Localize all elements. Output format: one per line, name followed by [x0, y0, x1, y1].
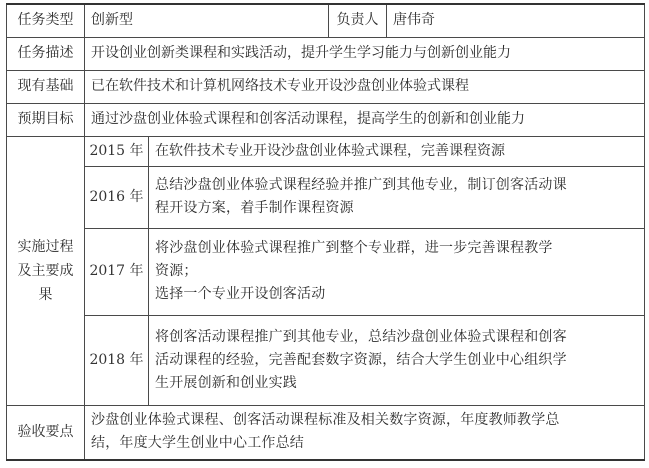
year-2016-line-1: 总结沙盘创业体验式课程经验并推广到其他专业，制订创客活动课: [155, 177, 567, 193]
year-2017-line-3: 选择一个专业开设创客活动: [155, 286, 326, 302]
row-year-2016: [7, 166, 645, 228]
owner-value: 唐伟奇: [387, 4, 645, 37]
year-2016: 2016 年: [85, 166, 149, 228]
row-task-type: [7, 4, 645, 37]
owner-label: 负责人: [329, 4, 387, 37]
row-year-2018: [7, 315, 645, 405]
description-value: 开设创业创新类课程和实践活动，提升学生学习能力与创新创业能力: [85, 37, 645, 70]
task-type-label: 任务类型: [7, 4, 85, 37]
task-type-value: 创新型: [85, 4, 329, 37]
acceptance-line-2: 结，年度大学生创业中心工作总结: [91, 435, 304, 452]
year-2017-content: [149, 228, 645, 315]
year-2018-line-2: 活动课程的经验，完善配套数字资源，结合大学生创业中心组织学: [155, 351, 567, 368]
year-2018-line-1: 将创客活动课程推广到其他专业，总结沙盘创业体验式课程和创客: [155, 328, 567, 345]
acceptance-label: 验收要点: [7, 405, 85, 460]
row-existing-basis: [7, 70, 645, 103]
task-document: [6, 3, 644, 463]
row-task-description: [7, 37, 645, 70]
acceptance-line-1: 沙盘创业体验式课程、创客活动课程标准及相关数字资源，年度教师教学总: [91, 412, 560, 429]
year-2015: 2015 年: [85, 136, 149, 166]
row-acceptance: [7, 405, 645, 460]
goal-value: 通过沙盘创业体验式课程和创客活动课程，提高学生的创新和创业能力: [85, 103, 645, 136]
basis-label: 现有基础: [7, 70, 85, 103]
year-2018-line-3: 生开展创新和创业实践: [155, 374, 297, 391]
description-label: 任务描述: [7, 37, 85, 70]
year-2016-content: [149, 166, 645, 228]
year-2018-content: [149, 315, 645, 405]
year-2016-line-2: 程开设方案，着手制作课程资源: [155, 200, 354, 216]
year-2017-line-2: 资源；: [155, 263, 198, 279]
year-2015-content: [149, 136, 645, 166]
process-label: 实施过程及主要成果: [7, 136, 85, 405]
acceptance-content: [85, 405, 645, 460]
goal-label: 预期目标: [7, 103, 85, 136]
year-2015-line-1: 在软件技术专业开设沙盘创业体验式课程，完善课程资源: [155, 142, 505, 159]
basis-value: 已在软件技术和计算机网络技术专业开设沙盘创业体验式课程: [85, 70, 645, 103]
row-year-2015: [7, 136, 645, 166]
year-2017: 2017 年: [85, 228, 149, 315]
row-expected-goal: [7, 103, 645, 136]
year-2018: 2018 年: [85, 315, 149, 405]
task-table: [6, 3, 645, 461]
row-year-2017: [7, 228, 645, 315]
year-2017-line-1: 将沙盘创业体验式课程推广到整个专业群，进一步完善课程教学: [155, 240, 553, 256]
